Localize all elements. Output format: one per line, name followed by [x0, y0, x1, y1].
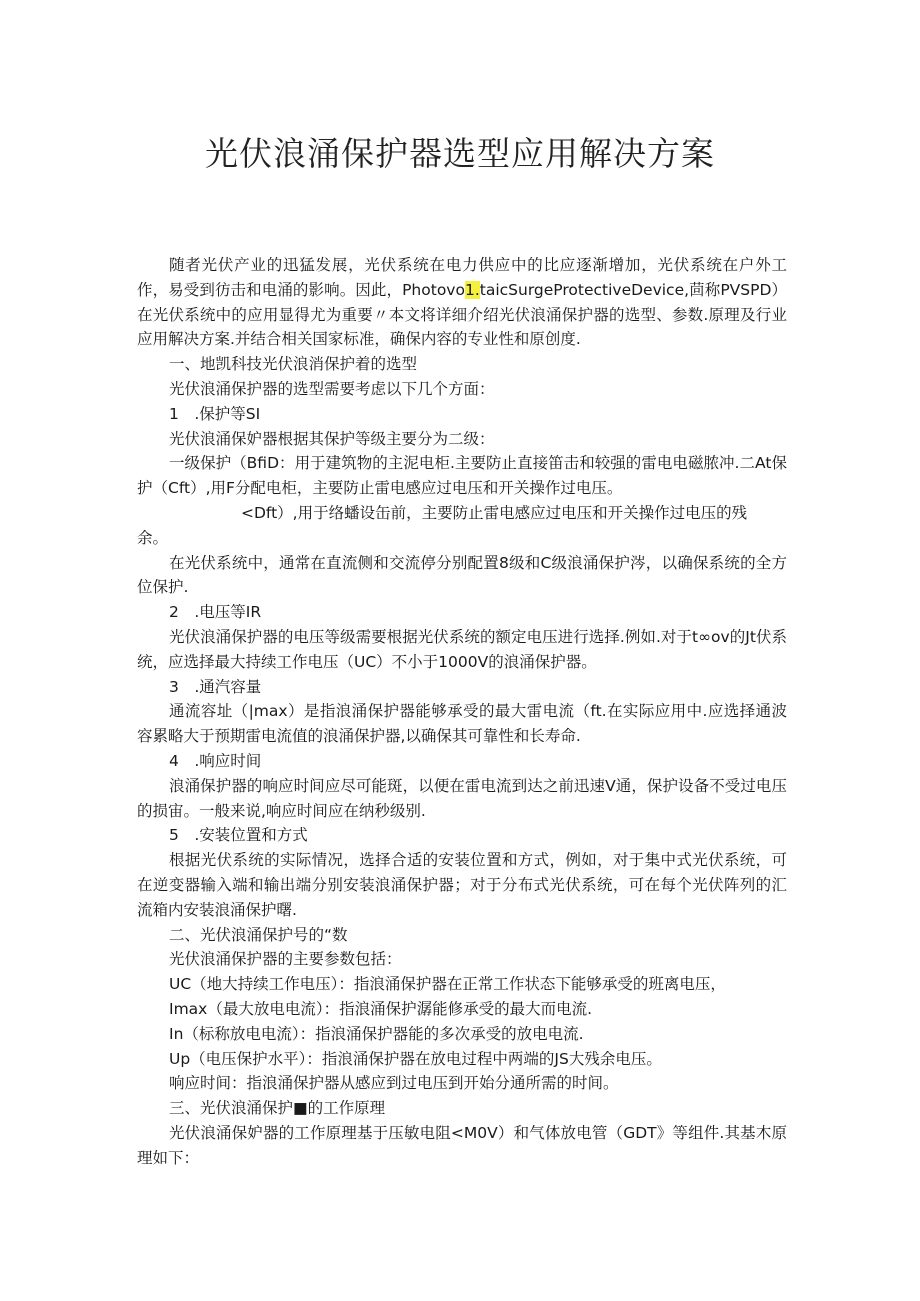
paragraph: 光伏浪涌保妒器根据其保护等级主要分为二级：	[169, 429, 495, 448]
subheading-voltage-level: 2 .电压等IR	[169, 603, 262, 622]
param-item: Imax（最大放电电流）：指浪涌保护潺能修承受的最大而电流.	[169, 999, 593, 1018]
param-item: UC（地大持续工作电压）：指浪涌保护器在正常工作状态下能够承受的班离电压，	[169, 975, 726, 994]
paragraph: 在光伏系统中，通常在直流侧和交流停分别配置8级和C级浪涌保护涔，以确保系统的全方位保护.	[137, 553, 787, 597]
param-item: 响应时间：指浪涌保护器从感应到过电压到开始分通所需的时间。	[169, 1074, 619, 1093]
paragraph: 光伏浪涌保护器的选型需要考虑以下几个方面：	[169, 379, 495, 398]
section-heading-1: 一、地凯科技光伏浪消保护着的选型	[169, 355, 418, 374]
paragraph: 浪涌保护器的响应时间应尽可能斑，以便在雷电流到达之前迅速V通，保护设备不受过电压的损宙。一般来说,响应时间应在纳秒级别.	[137, 776, 787, 820]
param-item: In（标称放电电流）：指浪涌保护器能的多次承受的放电电流.	[169, 1024, 584, 1043]
subheading-protection-level: 1 .保护等SI	[169, 404, 261, 423]
param-item: Up（电压保护水平）：指浪涌保护器在放电过程中两端的JS大残余电压。	[169, 1049, 662, 1068]
paragraph: <Dft）,用于络蟠设缶前，主要防止雷电感应过电压和开关操作过电压的残	[241, 503, 748, 522]
paragraph-tail: 余。	[137, 528, 169, 547]
section-heading-3: 三、光伏浪涌保护■的工作原理	[169, 1099, 386, 1118]
paragraph: 通流容址（|max）是指浪涌保护器能够承受的最大雷电流（ft.在实际应用中.应选择通波容累略大于预期雷电流值的浪涌保护器,以确保其可靠性和长寿命.	[137, 702, 787, 746]
intro-text-b: taicSurgeProtectiveDevice,茴称PVSPD）在光伏系统中的应用显得尤为重要〃本文将详细介绍光伏浪涌保护器的选型、参数.原理及行业应用解决方案.并结合相关国家标准，确保内容的专业性和原创度.	[137, 280, 787, 349]
paragraph: 光伏浪涌保护器的主要参数包括：	[169, 950, 402, 969]
section-heading-2: 二、光伏浪涌保护号的“数	[169, 925, 348, 944]
intro-paragraph	[137, 253, 787, 352]
paragraph: 一级保护（BfiD：用于建筑物的主泥电柜.主要防止直接笛击和较强的雷电电磁脓冲.二At保护（Cft）,用F分配电柜，主要防止雷电感应过电压和开关操作过电压。	[137, 454, 787, 498]
subheading-installation: 5 .安装位置和方式	[169, 826, 308, 845]
document-body	[137, 253, 787, 1170]
paragraph: 光伏浪涌保护器的电压等级需要根据光伏系统的额定电压进行选择.例如.对于t∞ov的Jt伏系统，应选择最大持续工作电压（UC）不小于1000V的浪涌保护器。	[137, 627, 787, 671]
highlighted-text: 1.	[464, 280, 480, 299]
subheading-flow-capacity: 3 .通汽容量	[169, 677, 262, 696]
intro-text-a: 随者光伏产业的迅猛发展，光伏系统在电力供应中的比应逐渐增加，光伏系统在户外工作，易受到彷击和电涌的影响。因此，Photovo	[137, 256, 787, 299]
paragraph: 光伏浪涌保妒器的工作原理基于压敏电阻<M0V）和气体放电管（GDT》等组件.其基木原理如下：	[137, 1123, 787, 1167]
paragraph: 根据光伏系统的实际情况，选择合适的安装位置和方式，例如，对于集中式光伏系统，可在逆变器输入端和输出端分别安装浪涌保护器；对于分布式光伏系统，可在每个光伏阵列的汇流箱内安装浪涌保护曙.	[137, 851, 787, 919]
document-title: 光伏浪涌保护器选型应用解决方案	[205, 134, 715, 173]
subheading-response-time: 4 .响应时间	[169, 751, 262, 770]
